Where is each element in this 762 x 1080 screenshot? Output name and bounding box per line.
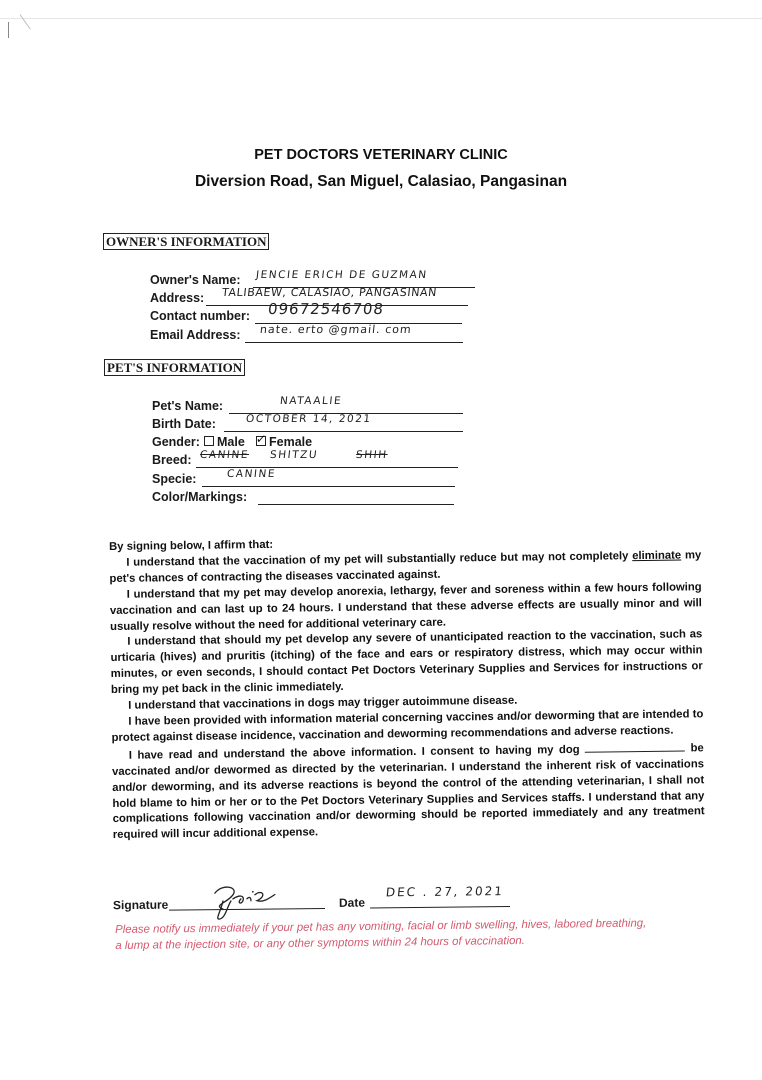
scan-edge-mark (8, 22, 9, 38)
consent-paragraph-6 (112, 739, 705, 844)
breed-field[interactable] (152, 449, 472, 468)
consent-p6-text: I have read and understand the above information. I consent to having my dog (128, 743, 580, 762)
scan-edge-line (0, 18, 762, 19)
pet-info-heading: PET'S INFORMATION (104, 359, 245, 376)
consent-paragraph-3: I understand that should my pet develop any severe of unanticipated reaction to the vaccination, such as urticaria (hives) and pruritis (itching) of the face and ears or respiratory distress, which may occur within minutes, or even seconds, I should contact Pet Doctors Veterinary Supplies and Services for instructions or bring my pet back in the clinic immediately. (110, 628, 703, 697)
date-line[interactable] (370, 906, 510, 908)
signature-date-value: DEC . 27, 2021 (385, 884, 505, 900)
female-label: Female (269, 435, 313, 449)
male-checkbox[interactable] (204, 436, 214, 446)
pet-name-value: NATAALIE (279, 395, 343, 407)
signature-row (112, 884, 533, 920)
consent-paragraph-4: I understand that vaccinations in dogs may trigger autoimmune disease. (128, 694, 518, 712)
consent-p1-text: I understand that the vaccination of my pet will substantially reduce but may not completely (126, 550, 633, 569)
handwritten-signature (193, 880, 283, 921)
clinic-name: PET DOCTORS VETERINARY CLINIC (254, 147, 508, 163)
owner-address-value: TALIBAEW, CALASIAO, PANGASINAN (221, 286, 438, 299)
male-label: Male (217, 435, 245, 449)
contact-number-value: 09672546708 (267, 300, 385, 318)
date-label: Date (338, 895, 366, 910)
owner-address-label: Address: (150, 291, 205, 305)
pet-name-label: Pet's Name: (152, 399, 224, 413)
consent-statements (109, 532, 705, 844)
scan-edge-mark-diagonal (20, 14, 31, 29)
gender-label: Gender: (152, 435, 200, 449)
gender-field[interactable] (152, 434, 352, 450)
signature-label: Signature (112, 897, 169, 913)
color-markings-underline (258, 504, 454, 505)
owner-name-label: Owner's Name: (150, 273, 241, 287)
clinic-address: Diversion Road, San Miguel, Calasiao, Pangasinan (194, 173, 568, 190)
email-field[interactable] (150, 323, 470, 343)
contact-number-label: Contact number: (150, 309, 250, 323)
specie-label: Specie: (152, 472, 197, 486)
email-underline (245, 342, 463, 343)
consent-p1-underlined: eliminate (632, 549, 682, 563)
birth-date-field[interactable] (152, 413, 472, 432)
specie-underline (202, 486, 455, 487)
specie-value: CANINE (226, 468, 277, 480)
consent-paragraph-5: I have been provided with information material concerning vaccines and/or deworming that are intended to protect against disease incidence, vaccination and deworming recommendations and adverse reactions. (111, 708, 704, 744)
female-check-mark-icon: ✓ (255, 432, 268, 446)
birth-date-value: OCTOBER 14, 2021 (245, 413, 373, 425)
consent-p1-text-end: my pet's chances of contracting the diseases vaccinated against. (109, 549, 702, 585)
dog-name-blank[interactable] (585, 739, 685, 752)
owner-name-value: JENCIE ERICH DE GUZMAN (255, 269, 429, 281)
color-markings-label: Color/Markings: (152, 490, 248, 504)
consent-intro: By signing below, I affirm that: (109, 538, 274, 553)
consent-p6-text-end: be vaccinated and/or dewormed as directed by the veterinarian. I understand the inherent risk of vaccinations and/or deworming, and its adverse reactions is beyond the control of the attending veterinarian, I shall not hold blame to him or her or to the Pet Doctors Veterinary Supplies and Services staffs. I understand that any complications following vaccination and/or deworming should be reported immediately and any treatment required will incur additional expense. (111, 742, 705, 842)
breed-label: Breed: (152, 453, 192, 467)
consent-paragraph-2: I understand that my pet may develop anorexia, lethargy, fever and soreness within a few hours following vaccination and can last up to 24 hours. I understand that these adverse effects are usually minor and will usually resolve without the need for additional veterinary care. (109, 580, 702, 633)
birth-date-label: Birth Date: (152, 417, 216, 431)
specie-field[interactable] (152, 468, 472, 487)
breed-value: SHITZU (269, 449, 319, 461)
owner-info-heading: OWNER'S INFORMATION (103, 233, 269, 250)
breed-struck-value-2: SHIH (355, 449, 389, 461)
color-markings-field[interactable] (152, 489, 472, 505)
email-label: Email Address: (150, 328, 241, 342)
breed-struck-value: CANINE (199, 449, 250, 461)
post-vaccination-notice: Please notify us immediately if your pet has any vomiting, facial or limb swelling, hives, labored breathing, a lump at the injection site, or any other symptoms within 24 hours of vaccination. (115, 917, 647, 952)
email-value: nate. erto @gmail. com (259, 323, 413, 336)
